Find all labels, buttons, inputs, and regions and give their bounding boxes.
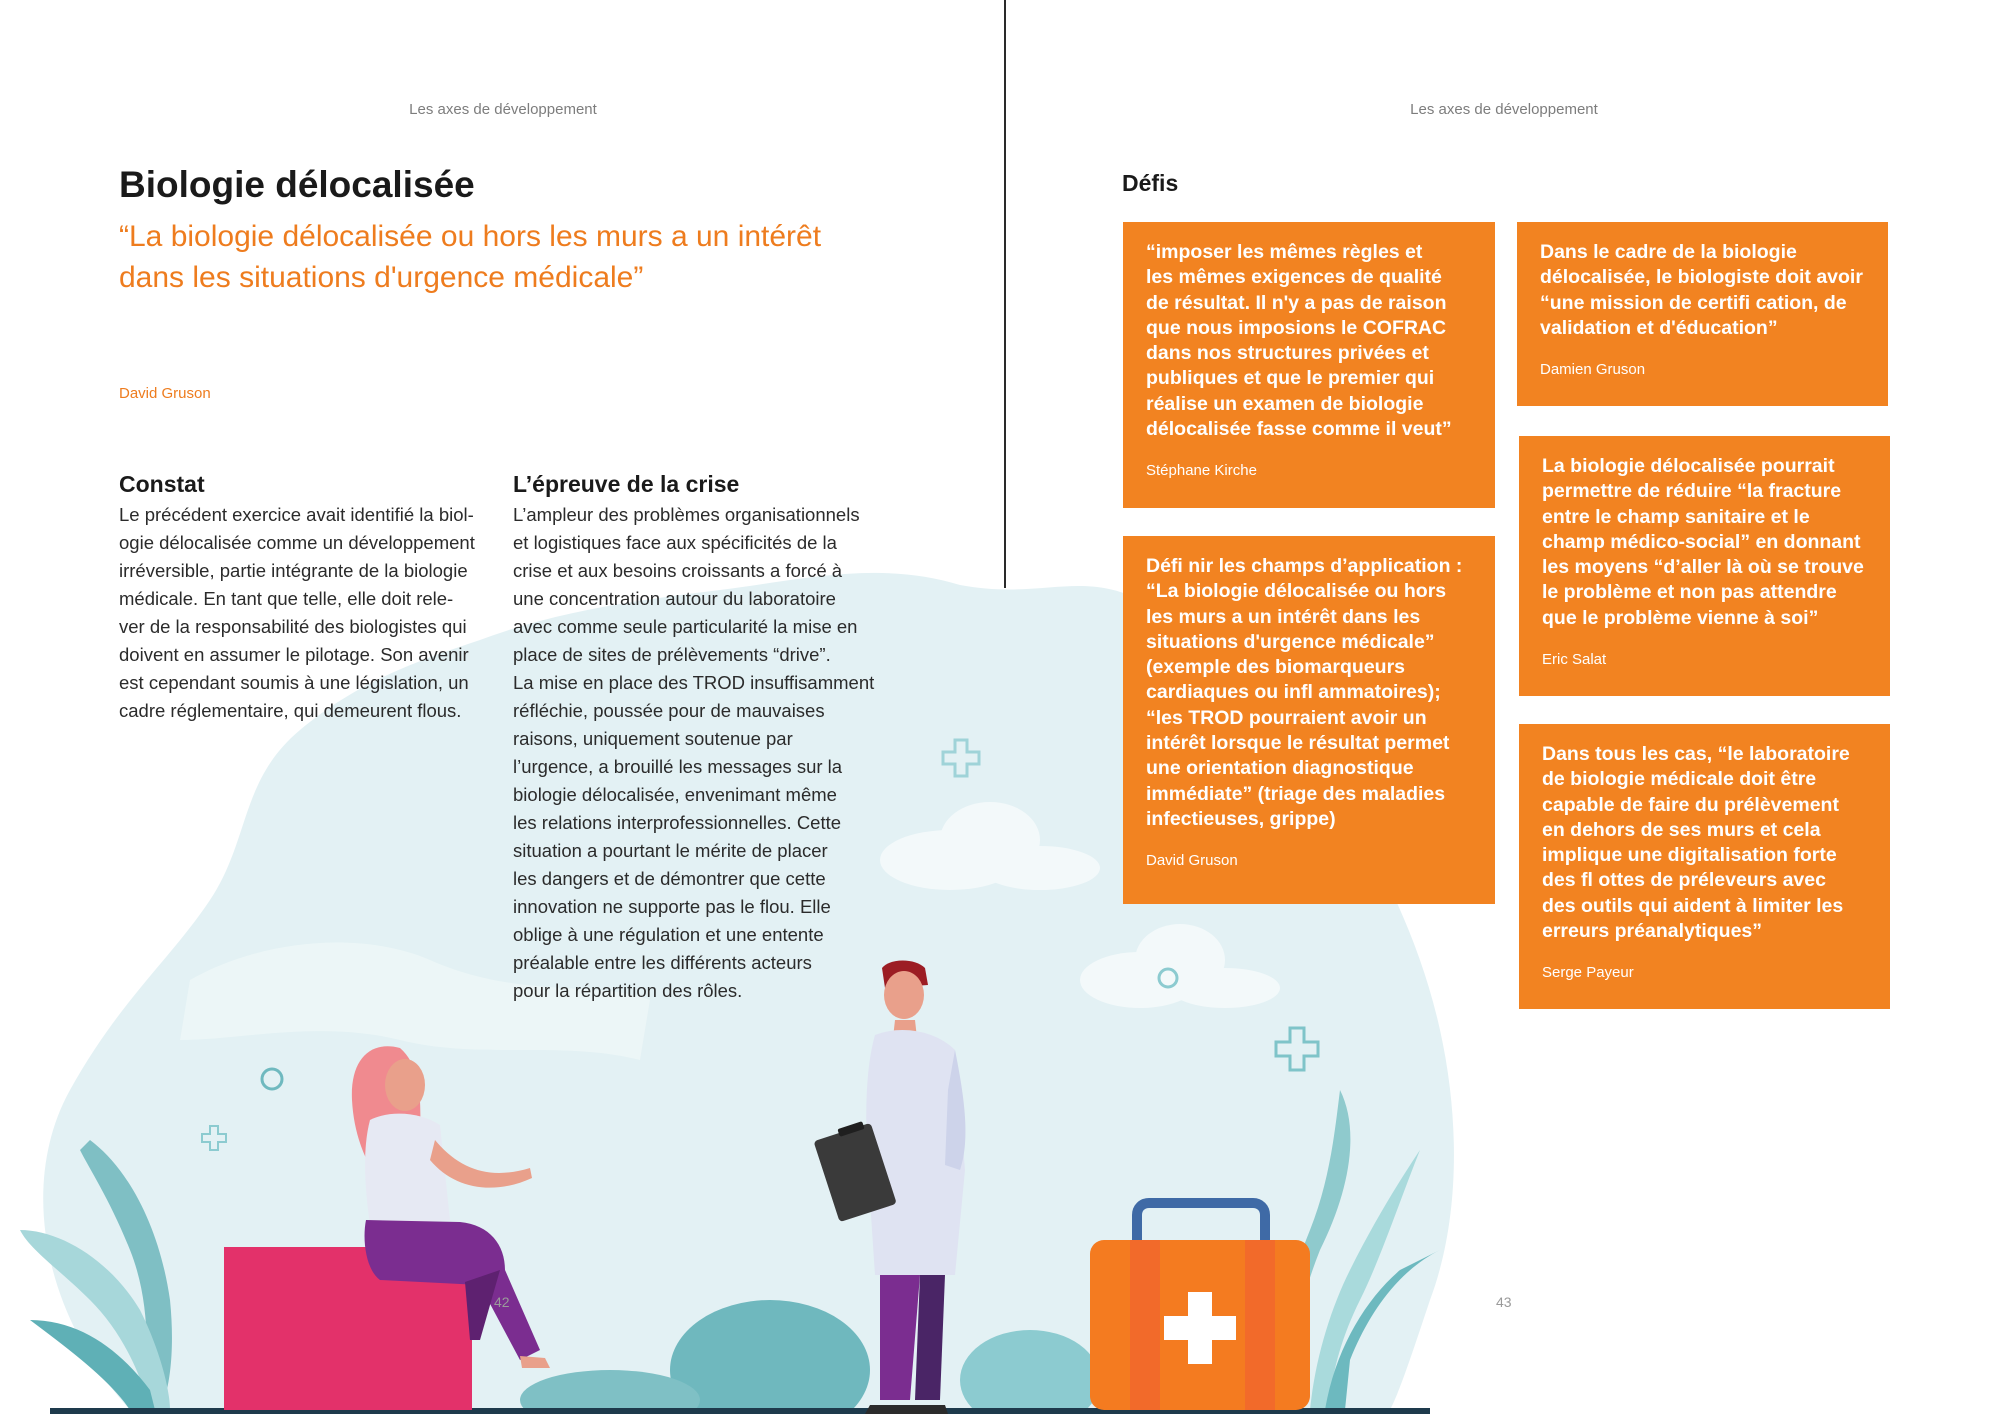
card-author: Eric Salat: [1542, 651, 1607, 669]
card-quote: “imposer les mêmes règles et les mêmes exigences de qualité de résultat. Il n'y a pas de raison que nous imposions le COFRAC dans nos structures privées et publiques et que le premier qui réalise un examen de biologie délocalisée fasse comme il veut”: [1146, 241, 1452, 441]
card-quote: La biologie délocalisée pourrait permettre de réduire “la fracture entre le champ sanitaire et le champ médico-social” en donnant les moyens “d’aller là où se trouve le problème et non pas attendre que le problème vienne à soi”: [1542, 455, 1864, 629]
running-head-left: Les axes de développement: [409, 101, 597, 118]
page-number-right: 43: [1496, 1294, 1512, 1310]
byline: David Gruson: [119, 385, 211, 402]
card-quote: Dans le cadre de la biologie délocalisée, le biologiste doit avoir “une mission de certifi cation, de validation et d'éducation”: [1540, 241, 1863, 339]
page-number-left: 42: [494, 1294, 510, 1310]
page-divider: [1004, 0, 1006, 588]
quote-card-salat: [1519, 436, 1890, 696]
card-author: Serge Payeur: [1542, 964, 1634, 982]
crise-heading: L’épreuve de la crise: [513, 471, 740, 497]
card-author: Damien Gruson: [1540, 361, 1646, 379]
quote-card-kirche: [1123, 222, 1495, 508]
card-quote: Dans tous les cas, “le laboratoire de biologie médicale doit être capable de faire du prélèvement en dehors de ses murs et cela implique une digitalisation forte des fl ottes de préleveurs avec des outils qui aident à limiter les erreurs préanalytiques”: [1542, 743, 1850, 943]
page-subtitle-quote: “La biologie délocalisée ou hors les murs a un intérêt dans les situations d'urgence médicale”: [119, 220, 822, 294]
card-author: Stéphane Kirche: [1146, 462, 1257, 480]
quote-card-gruson-david: [1123, 536, 1495, 904]
card-quote: Défi nir les champs d’application : “La biologie délocalisée ou hors les murs a un intérêt dans les situations d'urgence médicale” (exemple des biomarqueurs cardiaques ou infl ammatoires); “les TROD pourraient avoir un intérêt lorsque le résultat permet une orientation diagnostique immédiate” (triage des maladies infectieuses, grippe): [1146, 555, 1463, 830]
defis-heading: Défis: [1122, 170, 1179, 196]
quote-card-gruson-damien: [1517, 222, 1888, 406]
page-title: Biologie délocalisée: [119, 164, 475, 205]
running-head-right: Les axes de développement: [1410, 101, 1598, 118]
constat-heading: Constat: [119, 471, 205, 497]
constat-text: Le précédent exercice avait identifié la biol- ogie délocalisée comme un développement irréversible, partie intégrante de la biologie médicale. En tant que telle, elle doit rele- ver de la responsabilité des biologistes qui doivent en assumer le pilotage. Son avenir est cependant soumis à une législation, un cadre réglementaire, qui demeurent flous.: [119, 504, 475, 721]
card-author: David Gruson: [1146, 852, 1238, 870]
crise-text: L’ampleur des problèmes organisationnels et logistiques face aux spécificités de la crise et aux besoins croissants a forcé à une concentration autour du laboratoire avec comme seule particularité la mise en place de sites de prélèvements “drive”. La mise en place des TROD insuffisamment réfléchie, poussée pour de mauvaises raisons, uniquement soutenue par l’urgence, a brouillé les messages sur la biologie délocalisée, envenimant même les relations interprofessionnelles. Cette situation a pourtant le mérite de placer les dangers et de démontrer que cette innovation ne supporte pas le flou. Elle oblige à une régulation et une entente préalable entre les différents acteurs pour la répartition des rôles.: [513, 504, 875, 1001]
quote-card-payeur: [1519, 724, 1890, 1009]
